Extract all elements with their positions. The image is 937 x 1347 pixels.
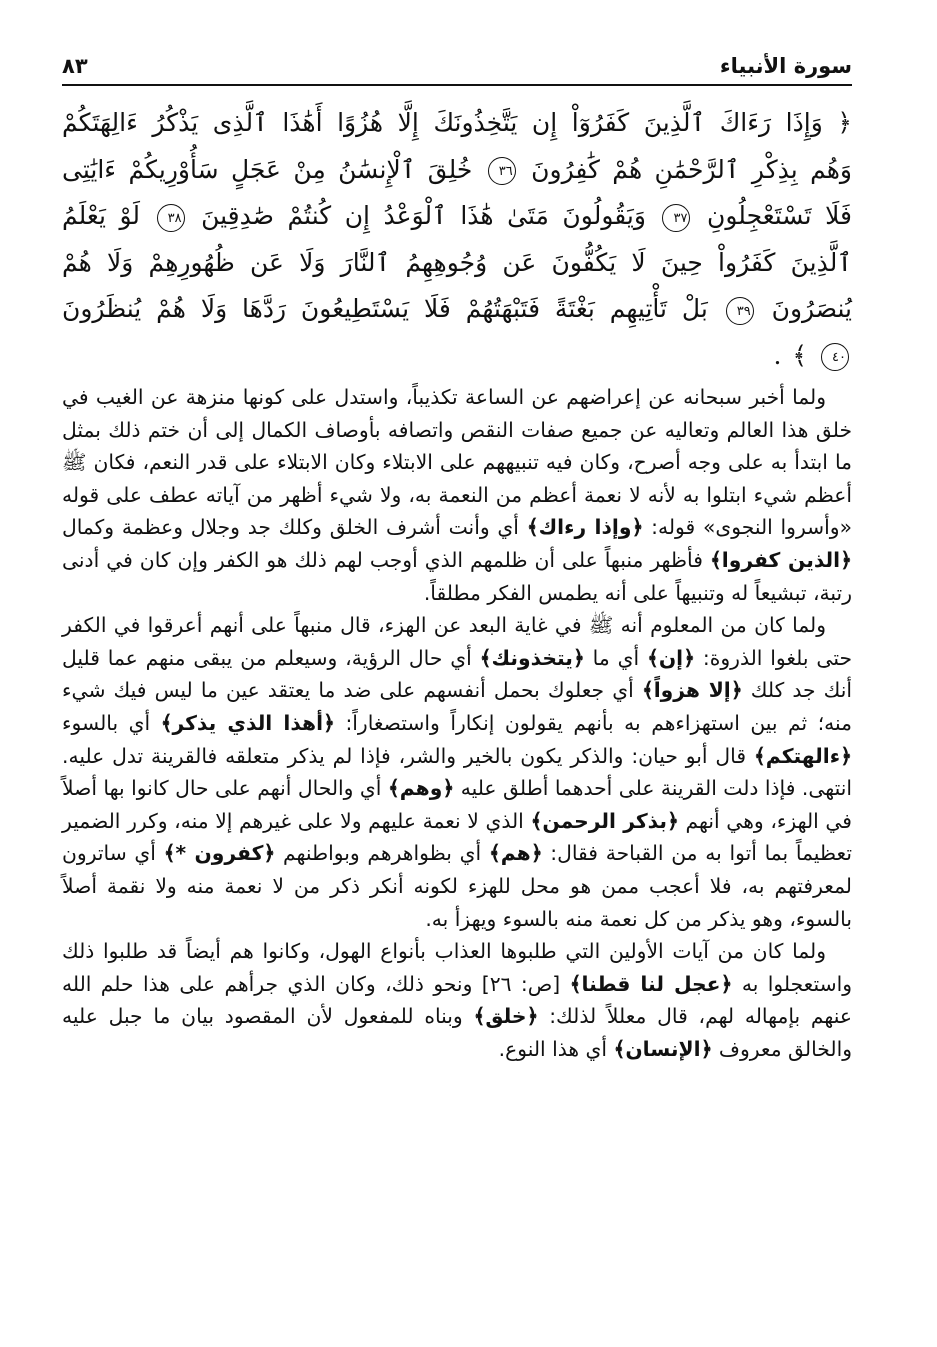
verse-text: بَلْ تَأْتِيهِم بَغْتَةً فَتَبْهَتُهُمْ فَلَا يَسْتَطِيعُونَ رَدَّهَا وَلَا هُمْ يُنظَرُونَ bbox=[62, 294, 708, 323]
verse-text: ﴿ وَإِذَا رَءَاكَ ٱلَّذِينَ كَفَرُوٓاْ إِن يَتَّخِذُونَكَ إِلَّا هُزُوًا أَهَٰذَا ٱلَّذِى يَذْكُرُ ءَالِهَتَكُمْ وَهُم بِذِكْرِ ٱلرَّحْمَٰنِ هُمْ كَٰفِرُونَ bbox=[62, 108, 852, 184]
commentary-text: أي هذا النوع. bbox=[498, 1036, 614, 1061]
commentary-text: ولما كان من المعلوم أنه ﷺ في غاية البعد عن الهزء، قال منبهاً على أنهم أعرقوا في الكفر حتى بلغوا الذروة: bbox=[62, 613, 852, 670]
quran-verses bbox=[62, 100, 852, 379]
commentary-text: قال أبو حيان: والذكر يكون بالخير والشر، فإذا لم يذكر متعلقه فالقرينة تدل عليه. انتهى. فإذا دلت القرينة على أحدهما أطلق عليه bbox=[62, 743, 852, 801]
ayah-number-marker: ٣٩ bbox=[726, 297, 754, 325]
commentary-paragraph bbox=[62, 935, 852, 1065]
quoted-verse-fragment: ﴿وهم﴾ bbox=[387, 776, 455, 801]
quoted-verse-fragment: ﴿هم﴾ bbox=[488, 841, 543, 866]
verse-closing: ﴾ . bbox=[773, 340, 808, 370]
ayah-number-marker: ٤٠ bbox=[821, 343, 849, 371]
quoted-verse-fragment: ﴿بذكر الرحمن﴾ bbox=[530, 808, 679, 833]
commentary-text: فأظهر منبهاً على أن ظلمهم الذي أوجب لهم ذلك هو الكفر وإن كان في أدنى رتبة، تبشيعاً له وتنبيهاً على أنه يطمس الفكر مطلقاً. bbox=[62, 547, 852, 605]
commentary-text: الذي لا نعمة عليهم ولا على غيرهم إلا منه، وكرر الضمير تعظيماً بما أتوا به من القباحة فقال: bbox=[62, 808, 852, 866]
commentary-text: ولما كان من آيات الأولين التي طلبوها العذاب بأنواع الهول، وكانوا هم أيضاً قد طلبوا ذلك واستعجلوا به bbox=[62, 939, 852, 996]
verse-text: لَوْ يَعْلَمُ ٱلَّذِينَ كَفَرُواْ حِينَ لَا يَكُفُّونَ عَن وُجُوهِهِمُ ٱلنَّارَ وَلَا عَن ظُهُورِهِمْ وَلَا هُمْ يُنصَرُونَ bbox=[62, 201, 852, 323]
commentary-text: وبناه للمفعول لأن المقصود بيان ما جبل عليه والخالق معروف bbox=[62, 1004, 852, 1061]
ayah-number-marker: ٣٧ bbox=[662, 204, 690, 232]
surah-name: سورة الأنبياء bbox=[719, 54, 852, 78]
quoted-verse-fragment: ﴿الذين كفروا﴾ bbox=[709, 547, 852, 572]
commentary-text: أي ساترون لمعرفتهم به، فلا أعجب ممن هو محل للهزء لكونه أنكر ذكر من لا نعمة منه ولا نقمة أصلاً بالسوء، وهو يذكر من كل نعمة منه بالسوء ويهزأ به. bbox=[62, 841, 852, 931]
quoted-verse-fragment: ﴿أهذا الذي يذكر﴾ bbox=[160, 710, 335, 735]
quoted-verse-fragment: ﴿عجل لنا قطنا﴾ bbox=[569, 971, 733, 996]
commentary-text: أي بالسوء bbox=[62, 710, 161, 735]
commentary-text: أي وأنت أشرف الخلق وكلك جد وجلال وعظمة وكمال bbox=[62, 515, 527, 540]
quoted-verse-fragment: ﴿وإذا رءاك﴾ bbox=[526, 515, 644, 540]
commentary-paragraph bbox=[62, 381, 852, 609]
commentary-text: أي جعلوك بحمل أنفسهم على ضد ما يعتقد عين ما ليس فيك شيء منه؛ ثم بين استهزاءهم به بأنهم يقولون إنكاراً واستصغاراً: bbox=[62, 678, 853, 735]
commentary-text: أي ما bbox=[584, 645, 647, 670]
quoted-verse-fragment: ﴿يتخذونك﴾ bbox=[479, 645, 585, 670]
commentary-text: أي والحال أنهم على حال كانوا بها أصلاً في الهزء، وهي أنهم bbox=[62, 776, 853, 833]
commentary bbox=[62, 381, 852, 1065]
quoted-verse-fragment: ﴿إلا هزواً﴾ bbox=[641, 678, 743, 703]
commentary-paragraph bbox=[62, 609, 852, 935]
commentary-text: ولما أخبر سبحانه عن إعراضهم عن الساعة تكذيباً، واستدل على كونها منزهة عن الغيب في خلق هذا العالم وتعاليه عن جميع صفات النقص واتصافه بأوصاف الكمال إلى أن ختم ذلك بمثل ما ابتدأ به على وجه أصرح، وكان فيه تنبيههم على الابتلاء وكان الابتلاء على قدر النعم، فكان ﷺ أعظم شيء ابتلوا به لأنه لا نعمة أعظم من النعمة به، ولا شيء أظهر من آياته عطف على قوله «وأسروا النجوى» قوله: bbox=[62, 385, 852, 540]
commentary-text: أي بظواهرهم وبواطنهم bbox=[275, 841, 489, 866]
ayah-number-marker: ٣٦ bbox=[488, 157, 516, 185]
commentary-text: [ص: ٢٦] ونحو ذلك، وكان الذي جرأهم على هذا حلم الله عنهم بإمهاله لهم، قال معللاً لذلك: bbox=[62, 971, 852, 1029]
page-header bbox=[62, 50, 852, 86]
verse-text: وَيَقُولُونَ مَتَىٰ هَٰذَا ٱلْوَعْدُ إِن كُنتُمْ صَٰدِقِينَ bbox=[201, 201, 646, 230]
ayah-number-marker: ٣٨ bbox=[157, 204, 185, 232]
quoted-verse-fragment: ﴿ءالهتكم﴾ bbox=[753, 743, 852, 768]
page-number: ٨٣ bbox=[62, 54, 88, 78]
quoted-verse-fragment: ﴿خلق﴾ bbox=[473, 1004, 539, 1029]
quoted-verse-fragment: ﴿إن﴾ bbox=[646, 645, 696, 670]
quoted-verse-fragment: ﴿كفرون *﴾ bbox=[163, 841, 276, 866]
commentary-text: أي حال الرؤية، وسيعلم من يبقى منهم عما قليل أنك جد كلك bbox=[62, 645, 853, 703]
quoted-verse-fragment: ﴿الإنسان﴾ bbox=[613, 1036, 713, 1061]
page bbox=[62, 50, 852, 1320]
verse-text: خُلِقَ ٱلْإِنسَٰنُ مِنْ عَجَلٍ سَأُوْرِيكُمْ ءَايَٰتِى فَلَا تَسْتَعْجِلُونِ bbox=[62, 154, 852, 230]
